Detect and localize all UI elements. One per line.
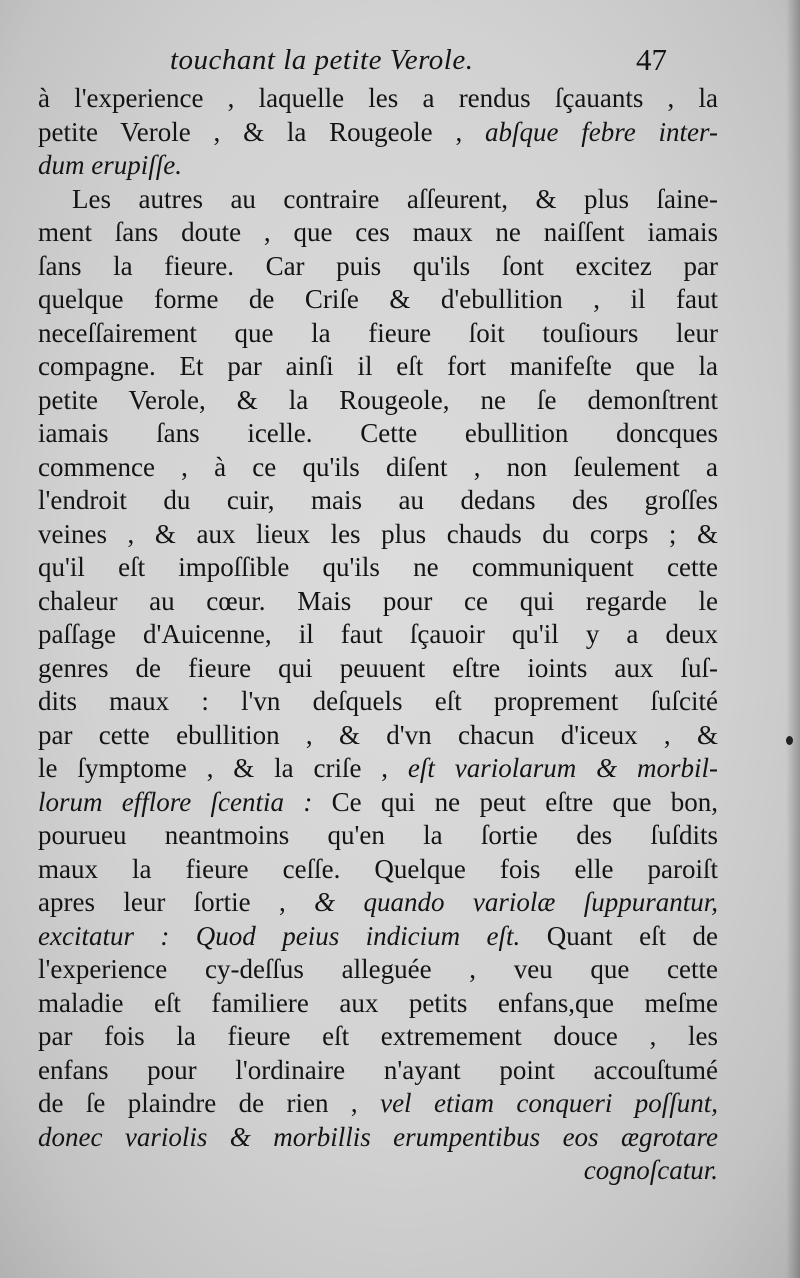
italic-segment: & quando variolæ ſuppurantur,: [314, 887, 718, 917]
text-line: [38, 250, 718, 284]
text-line: [38, 719, 718, 753]
text-line: [38, 1121, 718, 1155]
text-segment: petite Verole, & la Rougeole, ne ſe demonſtrent: [38, 384, 718, 415]
text-segment: Ce qui ne peut eſtre que bon,: [331, 786, 718, 817]
text-line: [38, 1054, 718, 1088]
text-segment: maux la fieure ceſſe. Quelque fois elle paroiſt: [38, 853, 718, 884]
text-line: [38, 920, 718, 954]
text-line: [38, 618, 718, 652]
text-segment: genres de fieure qui peuuent eſtre ioints aux ſuſ-: [38, 652, 718, 683]
text-segment: par cette ebullition , & d'vn chacun d'iceux , &: [38, 719, 718, 750]
italic-segment: abſque febre inter-: [485, 116, 718, 147]
text-segment: quelque forme de Criſe & d'ebullition , il faut: [38, 284, 718, 314]
page-header: [0, 44, 800, 84]
text-line: [38, 350, 718, 384]
text-line: [38, 551, 718, 585]
text-line: [38, 886, 718, 920]
text-line: [38, 317, 718, 351]
text-line: [38, 1154, 718, 1188]
page-number: 47: [636, 42, 667, 77]
running-title: touchant la petite Verole.: [170, 44, 474, 76]
text-segment: Quant eſt de: [520, 920, 718, 951]
text-segment: l'experience cy-deſſus alleguée , veu que cette: [38, 954, 718, 984]
text-line: [38, 484, 718, 518]
body-text: [38, 82, 718, 1188]
text-line: [38, 1020, 718, 1054]
text-segment: pourueu neantmoins qu'en la ſortie des ſuſdits: [38, 820, 718, 850]
text-line: [38, 853, 718, 887]
italic-segment: dum erupiſſe.: [38, 150, 182, 180]
text-segment: à l'experience , laquelle les a rendus ſçauants , la: [38, 83, 718, 113]
text-line: [38, 685, 718, 719]
text-segment: ſans la fieure. Car puis qu'ils ſont excitez par: [38, 250, 718, 281]
text-line: [38, 183, 718, 217]
page-edge-shadow: [786, 0, 800, 1278]
text-segment: dits maux : l'vn deſquels eſt proprement ſuſcité: [38, 686, 718, 716]
text-line: [38, 786, 718, 820]
italic-segment: lorum efflore ſcentia :: [38, 786, 332, 817]
text-line: [38, 116, 718, 150]
text-segment: petite Verole , & la Rougeole ,: [38, 116, 485, 147]
text-line: [38, 82, 718, 116]
text-line: [38, 384, 718, 418]
text-segment: de ſe plaindre de rien ,: [38, 1088, 381, 1118]
text-line: [38, 819, 718, 853]
text-segment: apres leur ſortie ,: [38, 887, 315, 917]
text-line: [38, 1087, 718, 1121]
text-segment: commence , à ce qu'ils diſent , non ſeulement a: [38, 451, 718, 482]
text-segment: qu'il eſt impoſſible qu'ils ne communiquent cette: [38, 552, 718, 582]
text-segment: enfans pour l'ordinaire n'ayant point accouſtumé: [38, 1054, 718, 1085]
italic-segment: excitatur : Quod peius indicium eſt.: [38, 920, 521, 951]
text-segment: paſſage d'Auicenne, il faut ſçauoir qu'il y a deux: [38, 619, 718, 649]
italic-segment: vel etiam conqueri poſſunt,: [380, 1088, 718, 1118]
text-line: [38, 417, 718, 451]
text-line: [38, 987, 718, 1021]
text-line: [38, 585, 718, 619]
italic-segment: cognoſcatur.: [583, 1155, 718, 1185]
text-line: [38, 953, 718, 987]
text-segment: maladie eſt familiere aux petits enfans,que meſme: [38, 987, 718, 1018]
text-segment: iamais ſans icelle. Cette ebullition doncques: [38, 418, 718, 448]
text-segment: le ſymptome , & la criſe ,: [38, 753, 408, 783]
text-segment: compagne. Et par ainſi il eſt fort manifeſte que la: [38, 351, 718, 381]
ink-spot: [786, 736, 793, 745]
text-segment: veines , & aux lieux les plus chauds du corps ; &: [38, 518, 718, 549]
text-line: [38, 283, 718, 317]
text-line: [38, 752, 718, 786]
text-line: [38, 652, 718, 686]
text-segment: neceſſairement que la fieure ſoit touſiours leur: [38, 317, 718, 348]
text-line: [38, 216, 718, 250]
text-segment: l'endroit du cuir, mais au dedans des groſſes: [38, 485, 718, 515]
text-segment: ment ſans doute , que ces maux ne naiſſent iamais: [38, 217, 718, 247]
italic-segment: donec variolis & morbillis erumpentibus eos ægrotare: [38, 1121, 718, 1152]
text-segment: par fois la fieure eſt extremement douce , les: [38, 1021, 718, 1051]
text-line: [38, 518, 718, 552]
italic-segment: eſt variolarum & morbil-: [407, 753, 718, 783]
text-segment: chaleur au cœur. Mais pour ce qui regarde le: [38, 585, 718, 616]
text-segment: Les autres au contraire aſſeurent, & plus ſaine-: [72, 183, 718, 214]
text-line: [38, 149, 718, 183]
text-line: [38, 451, 718, 485]
